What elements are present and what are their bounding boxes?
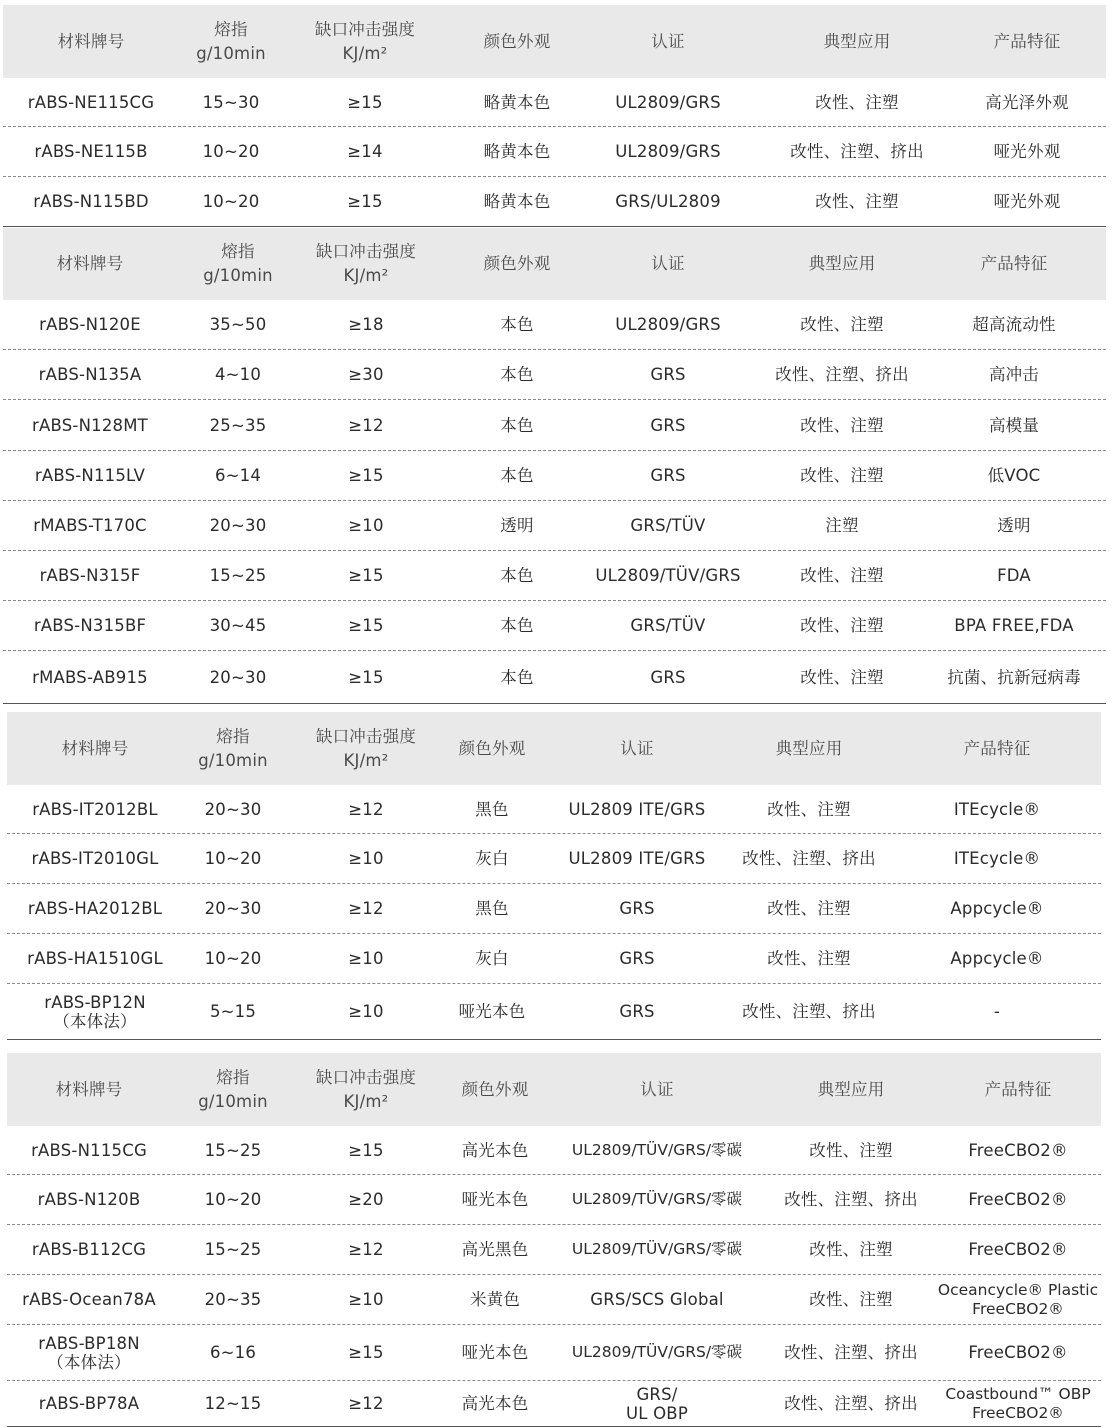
- cell-feature: BPA FREE,FDA: [954, 616, 1074, 635]
- cell-color: 高光本色: [461, 1394, 529, 1413]
- cell-application: 改性、注塑: [809, 1140, 893, 1160]
- cell-grade: rABS-IT2010GL: [31, 849, 159, 868]
- cell-grade: rABS-BP78A: [38, 1394, 140, 1413]
- cell-color: 本色: [500, 365, 534, 384]
- cell-melt-index: 15~25: [209, 566, 267, 585]
- header-impact-strength: 缺口冲击强度 KJ/m²: [314, 19, 416, 63]
- cell-feature: 高光泽外观: [985, 92, 1069, 112]
- cell-impact-strength: ≥15: [348, 566, 384, 585]
- cell-color: 高光黑色: [461, 1240, 529, 1259]
- cell-application: 改性、注塑、挤出: [784, 1343, 918, 1362]
- cell-feature: ITEcycle®: [953, 799, 1041, 819]
- cell-grade: rABS-N115LV: [34, 466, 146, 485]
- cell-grade: rABS-NE115CG: [27, 92, 155, 112]
- cell-application: 改性、注塑: [800, 566, 884, 585]
- table-row: [3, 651, 1106, 704]
- cell-certification: GRS: [619, 949, 655, 968]
- cell-melt-index: 15~25: [204, 1140, 262, 1160]
- cell-feature: 超高流动性: [972, 315, 1056, 334]
- header-feature: 产品特征: [993, 31, 1061, 51]
- cell-feature: -: [993, 1002, 1001, 1021]
- cell-melt-index: 10~20: [204, 849, 262, 868]
- header-melt-index: 熔指 g/10min: [203, 242, 273, 285]
- cell-impact-strength: ≥10: [348, 1002, 384, 1021]
- table-row: [7, 785, 1101, 834]
- cell-grade: rABS-N315BF: [33, 616, 147, 635]
- cell-impact-strength: ≥14: [347, 142, 383, 161]
- header-grade: 材料牌号: [61, 738, 129, 758]
- header-grade: 材料牌号: [57, 31, 125, 51]
- cell-feature: FreeCBO2®: [968, 1343, 1068, 1362]
- cell-impact-strength: ≥10: [348, 516, 384, 535]
- table-row: [3, 78, 1106, 127]
- table-row: [7, 1225, 1101, 1275]
- cell-grade: rABS-B112CG: [31, 1240, 147, 1259]
- cell-application: 改性、注塑: [767, 799, 851, 819]
- cell-certification: UL2809 ITE/GRS: [568, 799, 706, 819]
- cell-certification: UL2809/GRS: [615, 92, 721, 112]
- table-row: [3, 300, 1106, 350]
- cell-color: 哑光本色: [458, 1002, 526, 1021]
- cell-certification: GRS/TÜV: [630, 516, 706, 535]
- cell-application: 改性、注塑、挤出: [784, 1394, 918, 1413]
- header-grade: 材料牌号: [56, 254, 124, 273]
- cell-color: 本色: [500, 616, 534, 635]
- cell-impact-strength: ≥15: [347, 192, 383, 211]
- header-impact-strength: 缺口冲击强度 KJ/m²: [315, 1067, 417, 1111]
- table-row: [3, 177, 1106, 227]
- cell-impact-strength: ≥10: [348, 1290, 384, 1309]
- header-color: 颜色外观: [461, 1079, 529, 1099]
- cell-grade: rABS-IT2012BL: [32, 799, 158, 819]
- cell-certification: GRS: [650, 466, 686, 485]
- cell-color: 本色: [500, 415, 534, 435]
- cell-application: 改性、注塑、挤出: [775, 365, 909, 384]
- table-row: [7, 1275, 1101, 1325]
- cell-impact-strength: ≥12: [348, 1394, 384, 1413]
- cell-color: 略黄本色: [483, 192, 551, 211]
- cell-application: 改性、注塑: [800, 667, 884, 687]
- cell-grade: rABS-N135A: [38, 365, 142, 384]
- cell-application: 改性、注塑: [800, 415, 884, 435]
- cell-melt-index: 10~20: [204, 949, 262, 968]
- cell-feature: 抗菌、抗新冠病毒: [947, 667, 1081, 687]
- table-row: [7, 984, 1101, 1040]
- cell-melt-index: 6~16: [209, 1343, 257, 1362]
- header-grade: 材料牌号: [55, 1079, 123, 1099]
- cell-color: 本色: [500, 315, 534, 334]
- cell-impact-strength: ≥20: [348, 1190, 384, 1209]
- cell-color: 高光本色: [461, 1140, 529, 1160]
- spec-section-3: [7, 712, 1101, 1040]
- cell-color: 灰白: [475, 949, 509, 968]
- cell-certification: GRS: [650, 667, 686, 687]
- spec-section-2: [3, 228, 1106, 704]
- cell-feature: Coastbound™ OBP FreeCBO2®: [945, 1384, 1091, 1422]
- cell-certification: UL2809/GRS: [615, 142, 721, 161]
- cell-grade: rABS-N115CG: [31, 1140, 147, 1160]
- header-color: 颜色外观: [483, 254, 551, 273]
- cell-certification: UL2809 ITE/GRS: [568, 849, 706, 868]
- header-melt-index: 熔指 g/10min: [196, 19, 266, 63]
- cell-color: 黑色: [475, 899, 509, 918]
- cell-certification: GRS/TÜV: [630, 616, 706, 635]
- cell-melt-index: 30~45: [209, 616, 267, 635]
- cell-color: 米黄色: [469, 1290, 521, 1309]
- cell-certification: GRS/SCS Global: [590, 1290, 724, 1309]
- cell-grade: rABS-N115BD: [33, 192, 149, 211]
- cell-color: 本色: [500, 566, 534, 585]
- header-certification: 认证: [651, 254, 685, 273]
- cell-feature: 哑光外观: [993, 192, 1061, 211]
- table-row: [7, 834, 1101, 884]
- cell-impact-strength: ≥12: [348, 799, 384, 819]
- cell-certification: GRS/UL2809: [615, 192, 721, 211]
- cell-impact-strength: ≥15: [348, 667, 384, 687]
- header-melt-index: 熔指 g/10min: [198, 726, 268, 770]
- table-row: [3, 127, 1106, 177]
- table-row: [3, 350, 1106, 400]
- header-certification: 认证: [620, 738, 654, 758]
- cell-melt-index: 10~20: [202, 142, 260, 161]
- cell-impact-strength: ≥18: [348, 315, 384, 334]
- cell-grade: rABS-Ocean78A: [22, 1290, 156, 1309]
- cell-impact-strength: ≥12: [348, 899, 384, 918]
- cell-application: 改性、注塑: [815, 192, 899, 211]
- cell-grade: rABS-NE115B: [34, 142, 148, 161]
- cell-melt-index: 20~30: [204, 799, 262, 819]
- cell-application: 改性、注塑、挤出: [784, 1190, 918, 1209]
- table-row: [3, 601, 1106, 651]
- cell-certification: UL2809/TÜV/GRS: [595, 566, 741, 585]
- cell-application: 改性、注塑: [800, 315, 884, 334]
- cell-application: 改性、注塑: [809, 1290, 893, 1309]
- cell-color: 略黄本色: [483, 92, 551, 112]
- table-row: [3, 400, 1106, 451]
- cell-grade: rABS-N120E: [39, 315, 141, 334]
- cell-color: 哑光本色: [461, 1343, 529, 1362]
- cell-color: 本色: [500, 466, 534, 485]
- cell-impact-strength: ≥10: [348, 949, 384, 968]
- cell-certification: GRS: [619, 1002, 655, 1021]
- cell-feature: ITEcycle®: [953, 849, 1041, 868]
- header-application: 典型应用: [817, 1079, 885, 1099]
- cell-application: 改性、注塑、挤出: [790, 142, 924, 161]
- table-row: [7, 934, 1101, 984]
- cell-grade: rMABS-T170C: [33, 516, 147, 535]
- cell-grade: rABS-BP18N （本体法）: [38, 1333, 140, 1372]
- cell-melt-index: 4~10: [214, 365, 262, 384]
- cell-application: 改性、注塑: [809, 1240, 893, 1259]
- cell-certification: GRS/ UL OBP: [626, 1384, 688, 1423]
- cell-color: 本色: [500, 667, 534, 687]
- cell-melt-index: 20~35: [204, 1290, 262, 1309]
- cell-impact-strength: ≥12: [348, 415, 384, 435]
- cell-melt-index: 25~35: [209, 415, 267, 435]
- cell-color: 灰白: [475, 849, 509, 868]
- cell-application: 改性、注塑: [800, 466, 884, 485]
- cell-certification: GRS: [650, 415, 686, 435]
- cell-feature: 高模量: [988, 415, 1040, 435]
- table-row: [3, 501, 1106, 551]
- cell-feature: 低VOC: [987, 466, 1041, 485]
- cell-impact-strength: ≥10: [348, 849, 384, 868]
- header-impact-strength: 缺口冲击强度 KJ/m²: [315, 726, 417, 770]
- cell-grade: rMABS-AB915: [32, 667, 148, 687]
- table-row: [7, 1175, 1101, 1225]
- cell-melt-index: 10~20: [202, 192, 260, 211]
- cell-feature: FreeCBO2®: [968, 1190, 1068, 1209]
- cell-melt-index: 35~50: [209, 315, 267, 334]
- cell-melt-index: 15~30: [202, 92, 260, 112]
- table-row: [7, 1381, 1101, 1427]
- header-application: 典型应用: [775, 738, 843, 758]
- header-certification: 认证: [640, 1079, 674, 1099]
- table-row: [7, 1126, 1101, 1175]
- header-feature: 产品特征: [980, 254, 1048, 273]
- header-impact-strength: 缺口冲击强度 KJ/m²: [315, 242, 417, 285]
- cell-certification: GRS: [650, 365, 686, 384]
- cell-grade: rABS-N120B: [37, 1190, 141, 1209]
- cell-certification: UL2809/TÜV/GRS/零碳: [571, 1190, 743, 1208]
- cell-impact-strength: ≥15: [348, 1140, 384, 1160]
- table-row: [3, 451, 1106, 501]
- cell-grade: rABS-BP12N （本体法）: [44, 992, 146, 1031]
- cell-application: 改性、注塑、挤出: [742, 849, 876, 868]
- table-header-row: [3, 5, 1106, 78]
- cell-feature: FDA: [997, 566, 1031, 585]
- cell-certification: UL2809/TÜV/GRS/零碳: [571, 1343, 743, 1361]
- cell-impact-strength: ≥15: [348, 1343, 384, 1362]
- cell-melt-index: 10~20: [204, 1190, 262, 1209]
- cell-melt-index: 20~30: [209, 516, 267, 535]
- header-application: 典型应用: [808, 254, 876, 273]
- cell-color: 透明: [500, 516, 534, 535]
- cell-grade: rABS-HA2012BL: [27, 899, 163, 918]
- table-header-row: [3, 228, 1106, 300]
- cell-color: 黑色: [475, 799, 509, 819]
- cell-impact-strength: ≥15: [348, 616, 384, 635]
- table-header-row: [7, 712, 1101, 785]
- cell-certification: UL2809/TÜV/GRS/零碳: [571, 1240, 743, 1258]
- cell-melt-index: 15~25: [204, 1240, 262, 1259]
- cell-application: 改性、注塑: [800, 616, 884, 635]
- cell-feature: Appcycle®: [950, 949, 1044, 968]
- cell-feature: 哑光外观: [993, 142, 1061, 161]
- cell-certification: UL2809/GRS: [615, 315, 721, 334]
- cell-application: 改性、注塑: [767, 899, 851, 918]
- cell-grade: rABS-HA1510GL: [27, 949, 163, 968]
- cell-application: 改性、注塑: [767, 949, 851, 968]
- cell-impact-strength: ≥15: [347, 92, 383, 112]
- cell-feature: FreeCBO2®: [968, 1240, 1068, 1259]
- cell-application: 注塑: [825, 516, 859, 535]
- table-header-row: [7, 1053, 1101, 1126]
- header-certification: 认证: [651, 31, 685, 51]
- spec-section-1: [3, 5, 1106, 227]
- cell-grade: rABS-N128MT: [32, 415, 148, 435]
- header-feature: 产品特征: [984, 1079, 1052, 1099]
- cell-color: 哑光本色: [461, 1190, 529, 1209]
- cell-color: 略黄本色: [483, 142, 551, 161]
- cell-certification: UL2809/TÜV/GRS/零碳: [571, 1140, 743, 1159]
- cell-feature: 透明: [997, 516, 1031, 535]
- cell-melt-index: 12~15: [204, 1394, 262, 1413]
- cell-application: 改性、注塑、挤出: [742, 1002, 876, 1021]
- cell-feature: Appcycle®: [950, 899, 1044, 918]
- cell-certification: GRS: [619, 899, 655, 918]
- cell-impact-strength: ≥30: [348, 365, 384, 384]
- header-color: 颜色外观: [458, 738, 526, 758]
- cell-impact-strength: ≥12: [348, 1240, 384, 1259]
- header-melt-index: 熔指 g/10min: [198, 1067, 268, 1111]
- cell-melt-index: 5~15: [209, 1002, 257, 1021]
- header-feature: 产品特征: [963, 738, 1031, 758]
- cell-grade: rABS-N315F: [39, 566, 141, 585]
- cell-application: 改性、注塑: [815, 92, 899, 112]
- cell-melt-index: 20~30: [209, 667, 267, 687]
- table-row: [7, 1325, 1101, 1381]
- cell-feature: 高冲击: [988, 365, 1040, 384]
- table-row: [3, 551, 1106, 601]
- cell-impact-strength: ≥15: [348, 466, 384, 485]
- header-color: 颜色外观: [483, 31, 551, 51]
- cell-feature: FreeCBO2®: [968, 1140, 1068, 1160]
- cell-melt-index: 6~14: [214, 466, 262, 485]
- header-application: 典型应用: [823, 31, 891, 51]
- cell-melt-index: 20~30: [204, 899, 262, 918]
- cell-feature: Oceancycle® Plastic FreeCBO2®: [937, 1280, 1099, 1318]
- spec-section-4: [7, 1053, 1101, 1427]
- table-row: [7, 884, 1101, 934]
